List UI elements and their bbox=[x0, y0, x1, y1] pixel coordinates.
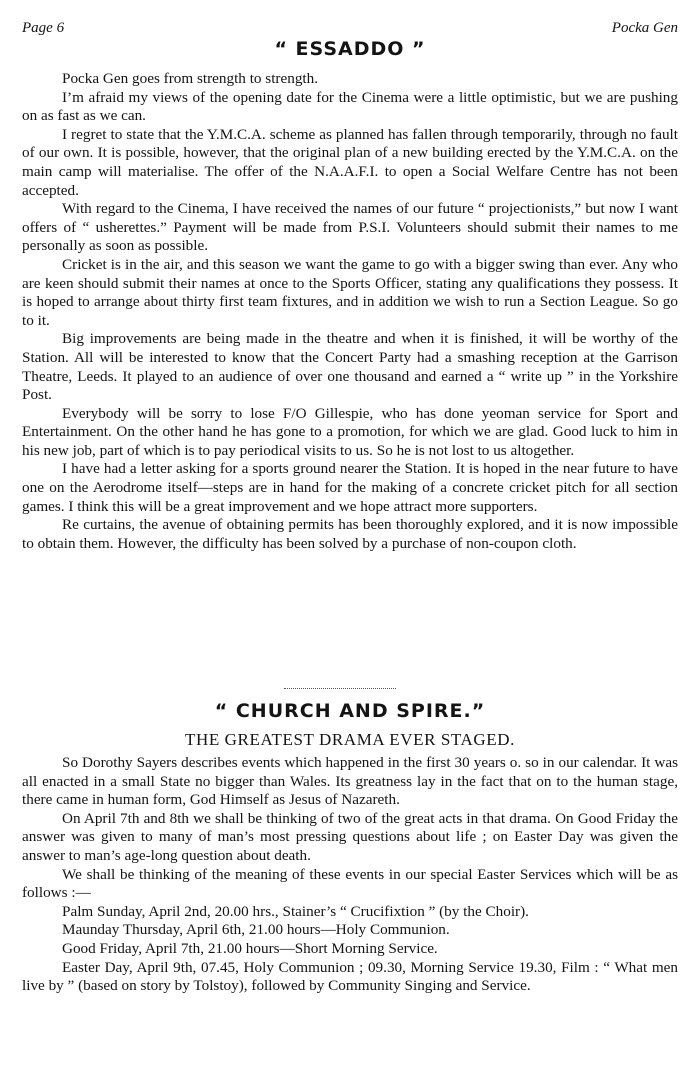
church-paragraph-1: So Dorothy Sayers describes events which happened in the first 30 years o. so in our calendar. It was all enacted in a small State no bigger than Wales. Its greatness lay in the fact that on to the human stage, there came in human form, God Himself as Jesus of Nazareth. bbox=[22, 754, 678, 809]
section-divider bbox=[284, 688, 396, 689]
church-paragraph-3: We shall be thinking of the meaning of these events in our special Easter Services which will be as follows :— bbox=[22, 865, 678, 902]
service-good-friday: Good Friday, April 7th, 21.00 hours—Short Morning Service. bbox=[62, 939, 438, 957]
service-palm-sunday: Palm Sunday, April 2nd, 20.00 hrs., Stainer’s “ Crucifixtion ” (by the Choir). bbox=[62, 902, 529, 920]
essaddo-paragraph-4: With regard to the Cinema, I have received the names of our future “ projectionists,” but now I want offers of “ usherettes.” Payment will be made from P.S.I. Volunteers should submit their names to me personally as soon as possible. bbox=[22, 200, 678, 255]
essaddo-paragraph-1: Pocka Gen goes from strength to strength. bbox=[62, 70, 319, 87]
page-number: Page 6 bbox=[22, 20, 65, 36]
church-paragraph-2: On April 7th and 8th we shall be thinking of two of the great acts in that drama. On Good Friday the answer was given to many of man’s most pressing questions about life ; on Easter Day was given the answer to man’s age-long question about death. bbox=[22, 809, 678, 864]
essaddo-paragraph-8: I have had a letter asking for a sports ground nearer the Station. It is hoped in the near future to have one on the Aerodrome itself—steps are in hand for the making of a concrete cricket pitch for all section games. I think this will be a great improvement and we hope attract more supporters. bbox=[22, 460, 678, 515]
church-title: “ CHURCH AND SPIRE.” bbox=[214, 700, 486, 722]
service-maunday-thursday: Maunday Thursday, April 6th, 21.00 hours—Holy Communion. bbox=[62, 921, 450, 939]
essaddo-paragraph-6: Big improvements are being made in the theatre and when it is finished, it will be worthy of the Station. All will be interested to know that the Concert Party had a smashing reception at the Garrison Theatre, Leeds. It played to an audience of over one thousand and earned a “ write up ” in the Yorkshire Post. bbox=[22, 330, 678, 404]
essaddo-article bbox=[22, 70, 678, 553]
essaddo-paragraph-9: Re curtains, the avenue of obtaining permits has been thoroughly explored, and it is now impossible to obtain them. However, the difficulty has been solved by a purchase of non-coupon cloth. bbox=[22, 516, 678, 552]
essaddo-paragraph-3: I regret to state that the Y.M.C.A. scheme as planned has fallen through temporarily, through no fault of our own. It is possible, however, that the original plan of a new building erected by the Y.M.C.A. on the main camp will materialise. The offer of the N.A.A.F.I. to open a Social Welfare Centre has not been accepted. bbox=[22, 125, 678, 199]
essaddo-title: “ ESSADDO ” bbox=[274, 38, 426, 60]
essaddo-paragraph-7: Everybody will be sorry to lose F/O Gillespie, who has done yeoman service for Sport and Entertainment. On the other hand he has gone to a promotion, for which we are glad. Good luck to him in his new job, part of which is to pay periodical visits to us. So he is not lost to us altogether. bbox=[22, 404, 678, 459]
church-subtitle: THE GREATEST DRAMA EVER STAGED. bbox=[184, 730, 515, 749]
essaddo-paragraph-5: Cricket is in the air, and this season we want the game to go with a bigger swing than ever. Any who are keen should submit their names at once to the Sports Officer, stating any qualifications they possess. It is hoped to arrange about thirty first team fixtures, and in addition we wish to run a Section League. So go to it. bbox=[22, 255, 678, 329]
publication-name: Pocka Gen bbox=[611, 20, 678, 36]
church-article bbox=[22, 754, 678, 996]
essaddo-paragraph-2: I’m afraid my views of the opening date for the Cinema were a little optimistic, but we are pushing on as fast as we can. bbox=[22, 88, 678, 125]
service-easter-day: Easter Day, April 9th, 07.45, Holy Communion ; 09.30, Morning Service 19.30, Film : “ What men live by ” (based on story by Tolstoy), followed by Community Singing and Service. bbox=[22, 958, 678, 995]
